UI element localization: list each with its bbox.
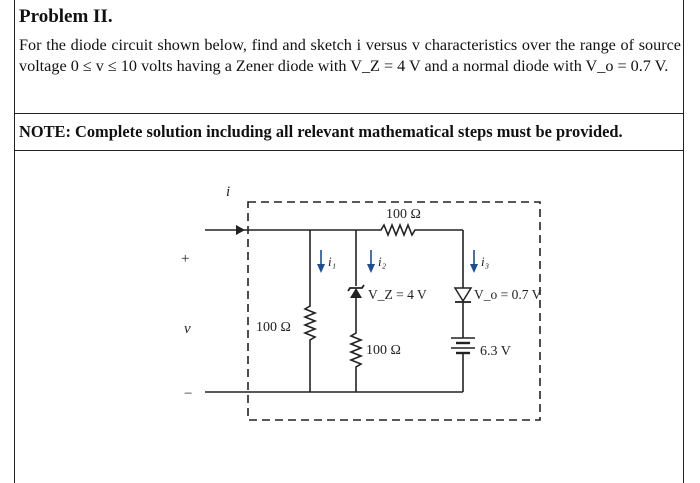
current-i1-label: i₁ [328, 254, 337, 269]
resistor-left-label: 100 Ω [256, 320, 291, 335]
branch-left [305, 230, 315, 392]
zener-voltage-label: V_Z = 4 V [368, 287, 427, 302]
diode-icon [455, 288, 471, 301]
current-i3-label: i₃ [481, 254, 490, 269]
problem-statement-text: For the diode circuit shown below, find and sketch i versus v characteristics over the range of source voltage 0 ≤ v ≤ 10 volts having a Zener diode with V_Z = 4 V and a normal diode with V_o = 0.7 V. [19, 36, 681, 75]
zener-diode-icon [350, 288, 362, 298]
source-plus-label: + [181, 251, 190, 267]
note-text: NOTE: Complete solution including all relevant mathematical steps must be provided. [19, 122, 623, 141]
wire-top [254, 225, 463, 235]
branch-middle [351, 298, 361, 392]
resistor-top-label: 100 Ω [386, 207, 421, 222]
problem-title: Problem II. [19, 6, 113, 27]
arrow-i-icon [236, 225, 245, 235]
arrow-i3-icon [470, 264, 478, 273]
source-v-label: v [184, 321, 191, 337]
resistor-mid-label: 100 Ω [366, 343, 401, 358]
arrow-i2-icon [367, 264, 375, 273]
arrow-i1-icon [317, 264, 325, 273]
current-i-label: i [226, 184, 231, 200]
battery-voltage-label: 6.3 V [480, 344, 511, 359]
source-minus-label: − [184, 386, 193, 402]
current-i2-label: i₂ [378, 254, 387, 269]
diode-voltage-label: V_o = 0.7 V [474, 287, 542, 302]
dashed-enclosure [248, 202, 540, 420]
